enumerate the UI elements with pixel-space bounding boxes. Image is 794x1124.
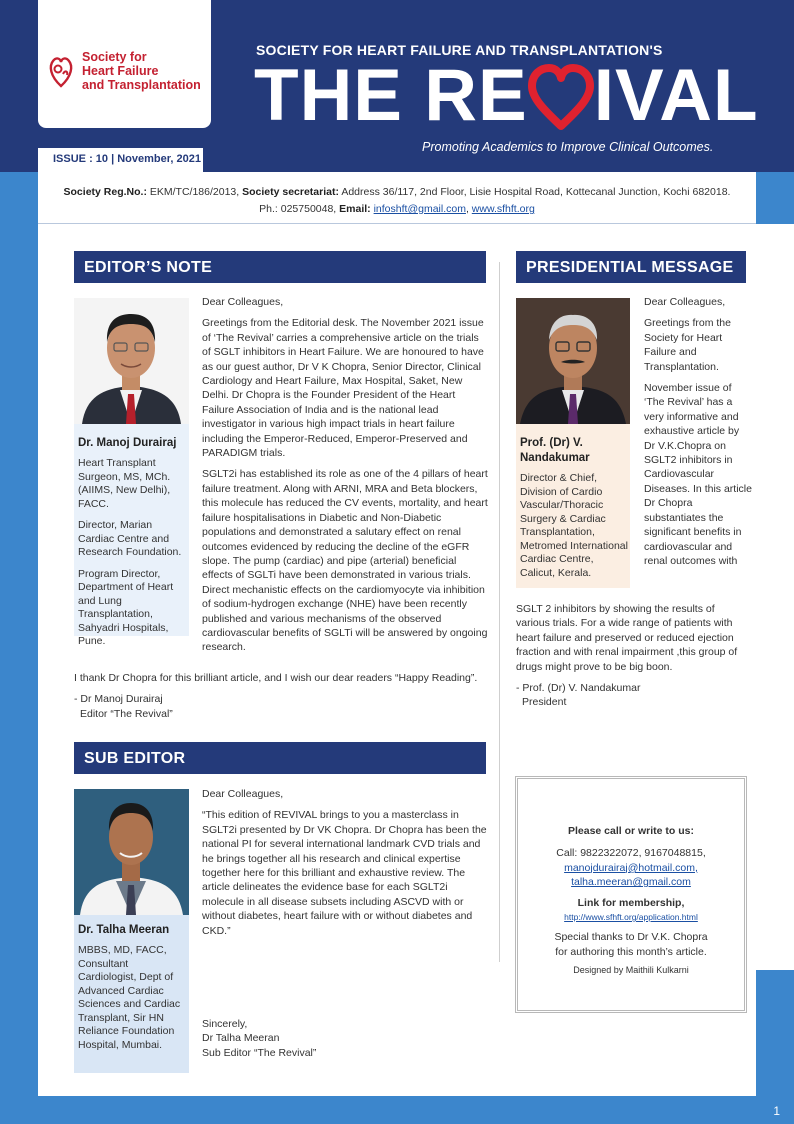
sub-editor-credentials: MBBS, MD, FACC, Consultant Cardiologist, Dept of Advanced Cardiac Sciences and Cardiac Transplant, Sir HN Reliance Foundation Hospital, Mumbai. (78, 944, 181, 1051)
membership-link[interactable]: http://www.sfhft.org/application.html (564, 912, 698, 923)
editor-paragraph-3: I thank Dr Chopra for this brilliant article, and I wish our dear readers “Happy Reading”. (74, 672, 478, 684)
presidential-message-body (644, 295, 752, 568)
editor-name: Dr. Manoj Durairaj (78, 437, 177, 449)
president-credentials: Director & Chief, Division of Cardio Vascular/Thoracic Surgery & Cardiac Transplantation, Metromed International Cardiac Centre, Calicut, Kerala. (520, 472, 628, 579)
logo-line-1: Society for (82, 50, 147, 64)
registration-line-1 (38, 184, 756, 201)
email-link[interactable]: infoshft@gmail.com (373, 203, 466, 215)
editor-credential-3: Program Director, Department of Heart and Lung Transplantation, Sahyadri Hospitals, Pune. (78, 567, 174, 647)
society-logo (38, 0, 211, 128)
sub-editor-sign (202, 1017, 490, 1060)
society-logo-icon (48, 52, 74, 88)
president-card (516, 298, 630, 588)
editor-paragraph-1: Greetings from the Editorial desk. The November 2021 issue of ‘The Revival’ carries a comprehensive article on the trials of SGLT inhibitors in Heart Failure. We are honoured to have as our guest author, Dr V K Chopra, Senior Director, Clinical Cardiology and Heart Failure, Max Hospital, Saket, New Delhi. Dr Chopra is the Founder President of the Heart Failure Association of India and is the national lead investigator in various high impact trials in heart failure including the Emperor-Reduced, Emperor-Preserved and PARADIGM trials. (202, 317, 484, 460)
contact-phone: Call: 9822322072, 9167048815, (556, 847, 706, 860)
tagline: Promoting Academics to Improve Clinical Outcomes. (422, 140, 714, 154)
editor-sign-title: Editor “The Revival” (80, 707, 173, 720)
designer-credit: Designed by Maithili Kulkarni (573, 965, 689, 976)
membership-title: Link for membership, (577, 896, 685, 909)
president-photo (516, 298, 630, 424)
title-left: THE RE (254, 55, 528, 136)
editor-credential-2: Director, Marian Cardiac Centre and Research Foundation. (78, 519, 182, 558)
presidential-message-heading: PRESIDENTIAL MESSAGE (516, 251, 746, 283)
issue-label: ISSUE : 10 | November, 2021 (38, 148, 203, 172)
registration-line-2 (38, 201, 756, 218)
email-label: Email: (339, 203, 371, 215)
page-number: 1 (773, 1104, 780, 1118)
thanks-line-1: Special thanks to Dr V.K. Chopra (554, 931, 708, 944)
contact-email-1-link[interactable]: manojdurairaj@hotmail.com, (564, 861, 698, 874)
sub-editor-paragraph-1: “This edition of REVIVAL brings to you a masterclass in SGLT2i presented by Dr VK Chopra. Dr Chopra has been the national PI for several international landmark CVD trials and he brings together all his research and clinical expertise together here for this brilliant and exhaustive review. The article delineates the evidence base for each SGLT2i molecule in all disease subsets including ASCVD with or without diabetes, heart failure with or without diabetes and CKD.” (202, 809, 487, 937)
society-logo-text (82, 50, 201, 92)
sub-editor-photo (74, 789, 189, 915)
footer-bar (38, 1096, 794, 1124)
column-divider (499, 262, 500, 962)
president-sign-title: President (522, 696, 567, 709)
editors-note-closing (74, 671, 494, 721)
separator: , (465, 203, 472, 215)
editor-photo (74, 298, 189, 424)
logo-line-2: Heart Failure (82, 64, 159, 78)
president-salutation: Dear Colleagues, (644, 296, 726, 308)
reg-label: Society Reg.No.: (63, 186, 147, 198)
editor-card (74, 298, 189, 647)
sub-editor-sign-3: Sub Editor “The Revival” (202, 1046, 317, 1059)
editor-salutation: Dear Colleagues, (202, 296, 284, 308)
contact-title: Please call or write to us: (567, 825, 695, 837)
editor-credentials (78, 457, 186, 649)
masthead-title (254, 55, 759, 136)
president-paragraph-2b: SGLT 2 inhibitors by showing the results of various trials. For a wide range of patients with heart failure and preserved or reduced ejection fraction and with renal impairment ,this group of drugs might prove to be big boon. (516, 603, 738, 673)
editor-credential-1: Heart Transplant Surgeon, MS, MCh. (AIIMS, New Delhi), FACC. (78, 457, 171, 510)
heart-v-icon (526, 58, 596, 134)
sub-editor-card (74, 789, 189, 1073)
sub-editor-sign-1: Sincerely, (202, 1018, 248, 1030)
editor-paragraph-2: SGLT2i has established its role as one of the 4 pillars of heart failure treatment. Along with ARNI, MRA and Beta blockers, this molecule has reduced the CV events, mortality, and heart failure hospitalisations in Diabetic and Non-Diabetic populations and demonstrated a salutary effect on renal outcomes evidenced by reducing the decline of the eGFR slope. The pump (cardiac) and pipe (arterial) beneficial effects of SGLTi have been demonstrated in various trials. Direct mechanistic effects on the cardiomyocyte via inhibition of sodium-hydrogen exchange (NHE) have been recently published and various mechanisms of the observed cardiovascular benefits of SGLTi will be answered by ongoing research. (202, 468, 488, 654)
president-sign-name: - Prof. (Dr) V. Nandakumar (516, 682, 641, 695)
sub-editor-name: Dr. Talha Meeran (78, 924, 170, 936)
website-link[interactable]: www.sfhft.org (471, 203, 535, 215)
reg-value: EKM/TC/186/2013, (146, 186, 243, 198)
phone-text: Ph.: 025750048, (259, 203, 340, 215)
sub-editor-salutation: Dear Colleagues, (202, 788, 284, 800)
title-right: IVAL (593, 55, 759, 136)
contact-box (515, 776, 747, 1013)
right-margin-band (756, 172, 794, 224)
secretariat-value: Address 36/117, 2nd Floor, Lisie Hospital Road, Kottecanal Junction, Kochi 682018. (338, 186, 731, 198)
president-paragraph-2a: November issue of ‘The Revival’ has a very informative and exhaustive article by Dr V.K.Chopra on SGLT2 inhibitors in Cardiovascular Diseases. In this article Dr Chopra substantiates the significant benefits in cardiovascular and renal outcomes with (644, 382, 752, 567)
registration-info (38, 172, 756, 224)
sub-editor-body (202, 787, 490, 945)
left-margin-band (0, 172, 38, 1124)
editor-sign-name: - Dr Manoj Durairaj (74, 693, 163, 706)
editors-note-body (202, 295, 488, 662)
presidential-message-continued (516, 602, 750, 710)
masthead-subtitle: SOCIETY FOR HEART FAILURE AND TRANSPLANTATION'S (256, 42, 663, 58)
logo-line-3: and Transplantation (82, 78, 201, 92)
president-paragraph-1: Greetings from the Society for Heart Failure and Transplantation. (644, 317, 731, 373)
sub-editor-heading: SUB EDITOR (74, 742, 486, 774)
president-name: Prof. (Dr) V. Nandakumar (520, 437, 590, 464)
thanks-line-2: for authoring this month’s article. (555, 945, 707, 958)
secretariat-label: Society secretariat: (242, 186, 339, 198)
contact-email-2-link[interactable]: talha.meeran@gmail.com (571, 876, 691, 889)
sub-editor-sign-2: Dr Talha Meeran (202, 1032, 280, 1045)
corner-decoration (756, 970, 794, 1096)
editors-note-heading: EDITOR’S NOTE (74, 251, 486, 283)
